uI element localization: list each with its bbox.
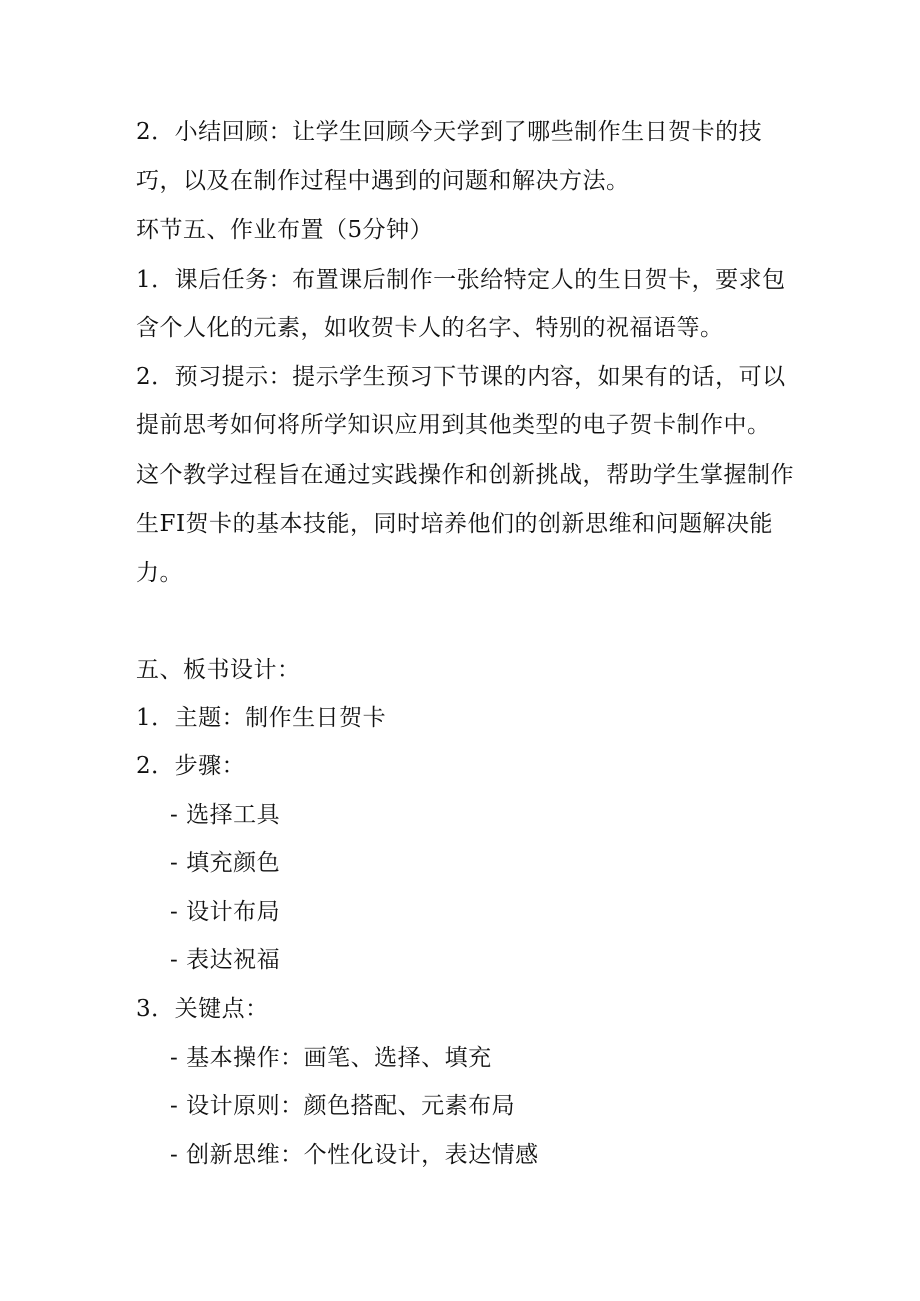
paragraph-line: 2．小结回顾：让学生回顾今天学到了哪些制作生日贺卡的技: [136, 119, 763, 145]
section-heading: 五、板书设计：: [136, 657, 301, 683]
paragraph-line: 提前思考如何将所学知识应用到其他类型的电子贺卡制作中。: [136, 412, 771, 438]
paragraph-line: 2．预习提示：提示学生预习下节课的内容，如果有的话，可以: [136, 364, 786, 390]
list-item: 2．步骤：: [136, 753, 246, 779]
paragraph-line: 1．课后任务：布置课后制作一张给特定人的生日贺卡，要求包: [136, 267, 786, 293]
list-item: 1．主题：制作生日贺卡: [136, 705, 387, 731]
sub-list-item: - 选择工具: [170, 802, 281, 828]
list-item: 3．关键点：: [136, 996, 269, 1022]
sub-list-item: - 设计原则：颜色搭配、元素布局: [170, 1093, 516, 1119]
paragraph-line: 这个教学过程旨在通过实践操作和创新挑战，帮助学生掌握制作: [136, 462, 794, 488]
paragraph-line: 巧，以及在制作过程中遇到的问题和解决方法。: [136, 168, 630, 194]
sub-list-item: - 创新思维：个性化设计，表达情感: [170, 1142, 539, 1168]
sub-list-item: - 设计布局: [170, 899, 281, 925]
sub-list-item: - 填充颜色: [170, 850, 281, 876]
paragraph-line: 力。: [136, 560, 183, 586]
sub-list-item: - 表达祝福: [170, 947, 281, 973]
paragraph-line: 生FI贺卡的基本技能，同时培养他们的创新思维和问题解决能: [136, 511, 774, 537]
paragraph-line: 含个人化的元素，如收贺卡人的名字、特别的祝福语等。: [136, 315, 724, 341]
sub-list-item: - 基本操作：画笔、选择、填充: [170, 1045, 492, 1071]
section-heading: 环节五、作业布置（5分钟）: [136, 217, 434, 243]
